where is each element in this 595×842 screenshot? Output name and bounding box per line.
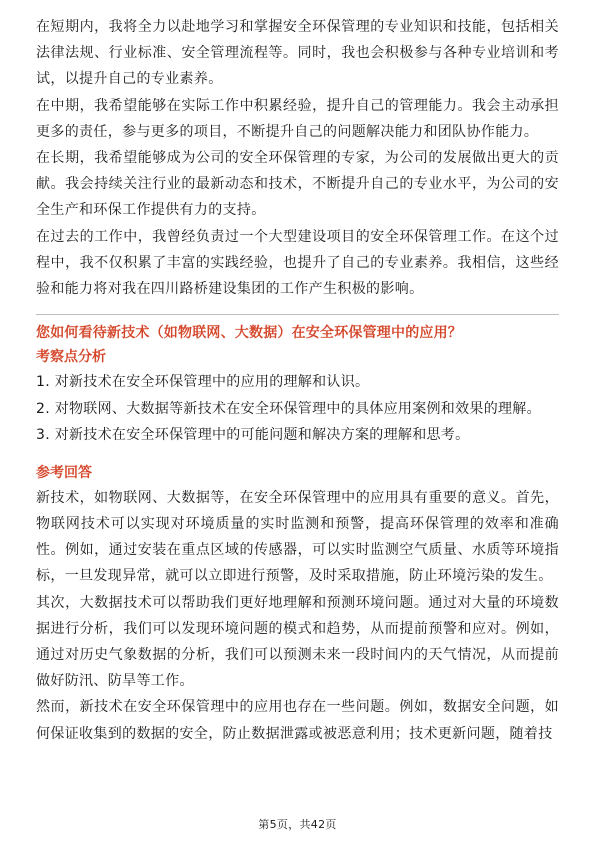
reference-paragraph: 然而，新技术在安全环保管理中的应用也存在一些问题。例如，数据安全问题，如何保证收集到的数据的安全，防止数据泄露或被恶意利用；技术更新问题，随着技 xyxy=(36,699,559,742)
intro-paragraph-short-term: 在短期内，我将全力以赴地学习和掌握安全环保管理的专业知识和技能，包括相关法律法规、行业标准、安全管理流程等。同时，我也会积极参与各种专业培训和考试，以提升自己的专业素养。 xyxy=(36,19,559,88)
reference-paragraph: 其次，大数据技术可以帮助我们更好地理解和预测环境问题。通过对大量的环境数据进行分析，我们可以发现环境问题的模式和趋势，从而提前预警和应对。例如，通过对历史气象数据的分析，我们可以预测未来一段时间内的天气情况，从而提前做好防汛、防旱等工作。 xyxy=(36,594,559,690)
analysis-item: 3. 对新技术在安全环保管理中的可能问题和解决方案的理解和思考。 xyxy=(36,427,470,444)
section-divider xyxy=(36,314,559,315)
analysis-item: 2. 对物联网、大数据等新技术在安全环保管理中的具体应用案例和效果的理解。 xyxy=(36,400,541,417)
section-gap xyxy=(36,449,559,461)
analysis-heading: 考察点分析 xyxy=(36,349,106,366)
document-page xyxy=(36,14,559,747)
intro-paragraph-mid-term: 在中期，我希望能够在实际工作中积累经验，提升自己的管理能力。我会主动承担更多的责任，参与更多的项目，不断提升自己的问题解决能力和团队协作能力。 xyxy=(36,97,559,140)
analysis-item: 1. 对新技术在安全环保管理中的应用的理解和认识。 xyxy=(36,374,370,391)
intro-paragraph-long-term: 在长期，我希望能够成为公司的安全环保管理的专家，为公司的发展做出更大的贡献。我会持续关注行业的最新动态和技术，不断提升自己的专业水平，为公司的安全生产和环保工作提供有力的支持。 xyxy=(36,150,559,219)
reference-paragraph: 新技术，如物联网、大数据等，在安全环保管理中的应用具有重要的意义。首先，物联网技术可以实现对环境质量的实时监测和预警，提高环保管理的效率和准确性。例如，通过安装在重点区域的传感器，可以实时监测空气质量、水质等环境指标，一旦发现异常，就可以立即进行预警，及时采取措施，防止环境污染的发生。 xyxy=(36,489,559,585)
intro-paragraph-experience: 在过去的工作中，我曾经负责过一个大型建设项目的安全环保管理工作。在这个过程中，我不仅积累了丰富的实践经验，也提升了自己的专业素养。我相信，这些经验和能力将对我在四川路桥建设集团的工作产生积极的影响。 xyxy=(36,228,559,298)
reference-heading: 参考回答 xyxy=(36,464,92,481)
question-title: 您如何看待新技术（如物联网、大数据）在安全环保管理中的应用？ xyxy=(36,325,462,342)
page-number-footer: 第5页，共42页 xyxy=(258,818,337,831)
